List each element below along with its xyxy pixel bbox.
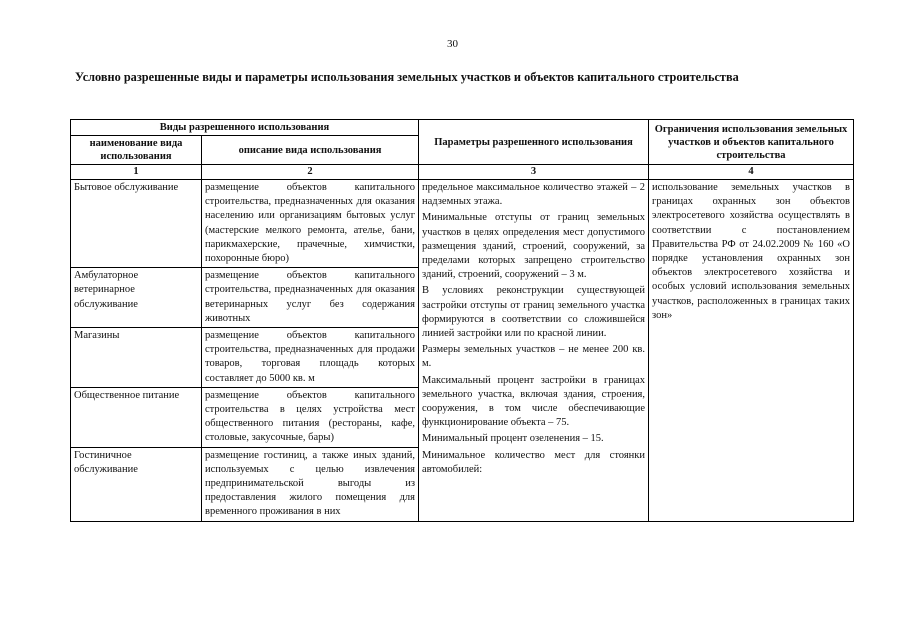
use-description: размещение объектов капитального строительства, предназначенных для оказания ветеринарных услуг без содержания животных <box>202 268 419 328</box>
header-restrictions: Ограничения использования земельных участков и объектов капитального строительства <box>649 120 854 165</box>
land-use-table <box>70 119 854 522</box>
page-number: 30 <box>447 38 458 50</box>
column-number: 3 <box>419 165 649 180</box>
parameter-paragraph: В условиях реконструкции существующей застройки отступы от границ земельного участка формируются в соответствии со сложившейся линией застройки или по красной линии. <box>422 285 646 340</box>
parameter-paragraph: Минимальный процент озеленения – 15. <box>422 433 604 445</box>
use-description: размещение гостиниц, а также иных зданий, используемых с целью извлечения предпринимательской выгоды из предоставления жилого помещения для временного проживания в них <box>202 447 419 521</box>
parameter-paragraph: предельное максимальное количество этажей – 2 надземных этажа. <box>422 182 646 208</box>
parameter-paragraph: Минимальные отступы от границ земельных участков в целях определения мест допустимого размещения зданий, строений, сооружений, за пределами которых запрещено строительство зданий, строений, сооружений – 3 м. <box>422 212 646 281</box>
parameter-paragraph: Размеры земельных участков – не менее 200 кв. м. <box>422 344 646 370</box>
use-description: размещение объектов капитального строительства в целях устройства мест общественного питания (рестораны, кафе, столовые, закусочные, бары) <box>202 387 419 447</box>
use-name: Бытовое обслуживание <box>71 180 202 268</box>
use-name: Магазины <box>71 328 202 388</box>
use-description: размещение объектов капитального строительства, предназначенных для продажи товаров, торговая площадь которых составляет до 5000 кв. м <box>202 328 419 388</box>
document-title: Условно разрешенные виды и параметры использования земельных участков и объектов капитального строительства <box>75 70 739 84</box>
header-use-description: описание вида использования <box>202 136 419 165</box>
use-name: Гостиничное обслуживание <box>71 447 202 521</box>
header-group-permitted-uses: Виды разрешенного использования <box>71 120 419 136</box>
header-row-1 <box>71 120 854 136</box>
header-parameters: Параметры разрешенного использования <box>419 120 649 165</box>
restrictions-text: использование земельных участков в границах охранных зон объектов электросетевого хозяйства осуществлять в соответствии с постановлением Правительства РФ от 24.02.2009 № 160 «О порядке установления охранных зон объектов электросетевого хозяйства и особых условий использования земельных участков, расположенных в границах таких зон» <box>652 182 851 321</box>
column-number: 1 <box>71 165 202 180</box>
parameters-cell <box>419 180 649 522</box>
restrictions-cell <box>649 180 854 522</box>
column-number-row <box>71 165 854 180</box>
column-number: 2 <box>202 165 419 180</box>
parameter-paragraph: Максимальный процент застройки в границах земельного участка, включая здания, строения, сооружения, в том числе обеспечивающие функционирование объекта – 75. <box>422 374 646 429</box>
table-row <box>71 180 854 268</box>
parameter-paragraph: Минимальное количество мест для стоянки автомобилей: <box>422 449 646 475</box>
use-name: Амбулаторное ветеринарное обслуживание <box>71 268 202 328</box>
header-use-name: наименование вида использования <box>71 136 202 165</box>
use-name: Общественное питание <box>71 387 202 447</box>
column-number: 4 <box>649 165 854 180</box>
use-description: размещение объектов капитального строительства, предназначенных для оказания населению или организациям бытовых услуг (мастерские мелкого ремонта, ателье, бани, парикмахерские, прачечные, химчистки, похоронные бюро) <box>202 180 419 268</box>
